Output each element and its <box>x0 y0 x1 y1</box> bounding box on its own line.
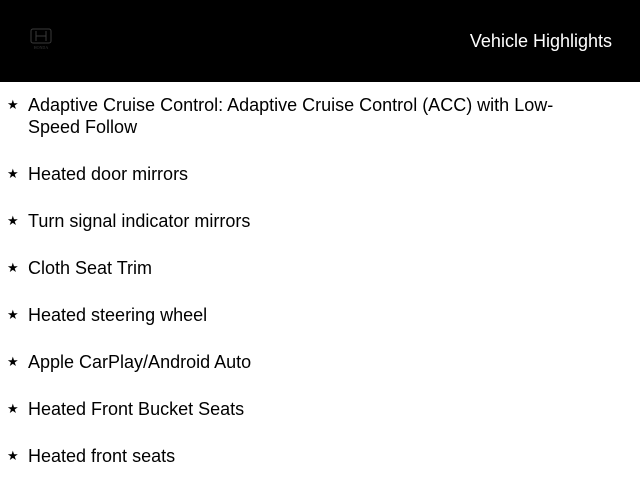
star-icon: ★ <box>7 97 19 112</box>
highlight-text: Heated front seats <box>28 446 176 466</box>
star-icon: ★ <box>7 213 19 228</box>
honda-logo <box>26 27 56 51</box>
list-item <box>0 398 640 420</box>
highlight-text: Cloth Seat Trim <box>28 258 153 278</box>
list-item <box>0 304 640 326</box>
highlights-list <box>0 94 640 492</box>
highlight-text: Heated Front Bucket Seats <box>28 399 245 419</box>
logo-wordmark: HONDA <box>33 45 49 50</box>
star-icon: ★ <box>7 401 19 416</box>
list-item <box>0 445 640 467</box>
page-title: Vehicle Highlights <box>469 31 612 51</box>
highlight-text: Heated door mirrors <box>28 164 189 184</box>
list-item <box>0 210 640 232</box>
star-icon: ★ <box>7 448 19 463</box>
highlight-text: Turn signal indicator mirrors <box>28 211 251 231</box>
highlight-text: Adaptive Cruise Control: Adaptive Cruise Control (ACC) with Low-Speed Follow <box>28 95 554 137</box>
highlight-text: Apple CarPlay/Android Auto <box>28 352 252 372</box>
highlight-text: Heated steering wheel <box>28 305 208 325</box>
star-icon: ★ <box>7 166 19 181</box>
list-item <box>0 351 640 373</box>
header-bar <box>0 0 640 82</box>
list-item <box>0 94 640 138</box>
star-icon: ★ <box>7 354 19 369</box>
list-item <box>0 163 640 185</box>
star-icon: ★ <box>7 307 19 322</box>
list-item <box>0 257 640 279</box>
star-icon: ★ <box>7 260 19 275</box>
